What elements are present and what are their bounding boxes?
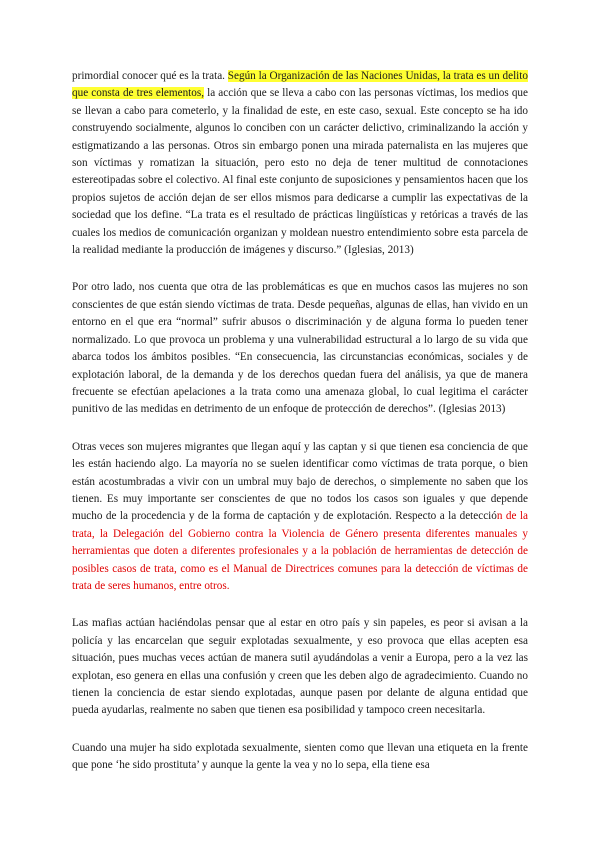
text-segment: Las mafias actúan haciéndolas pensar que al estar en otro país y sin papeles, es peor si avisan a la policía y las encarcelan que seguir explotadas sexualmente, y eso provoca que ellas acepten esa situación, pues muchas veces actúan de manera sutil ayudándolas a venir a Europa, pero a la vez las explotan, eso genera en ellas una confusión y creen que les deben algo de agradecimiento. Cuando no tienen la conciencia de estar siendo explotadas, aunque pasen por delante de alguna entidad que pueda ayudarlas, realmente no saben que tienen esa posibilidad y tampoco creen necesitarla.	[72, 617, 528, 717]
paragraph-1	[72, 68, 528, 259]
text-segment: la acción que se lleva a cabo con las personas víctimas, los medios que se llevan a cabo para cometerlo, y la finalidad de este, en este caso, sexual. Este concepto se ha ido construyendo socialmente, algunos lo conciben con un carácter delictivo, criminalizando la acción y estigmatizando a las personas. Otros sin embargo ponen una mirada paternalista en las mujeres que son víctimas y romatizan la situación, pero esto no deja de tener multitud de connotaciones estereotipadas sobre el colectivo. Al final este conjunto de suposiciones y pensamientos hacen que los propios sujetos de acción dejan de ser ellos mismos para dedicarse a cumplir las expectativas de la sociedad que los define. “La trata es el resultado de prácticas lingüísticas y retóricas a través de las cuales los medios de comunicación organizan y moldean nuestro entendimiento sobre esta parcela de la realidad mediante la producción de imágenes y discurso.” (Iglesias, 2013)	[72, 87, 528, 257]
highlighted-text: Según la Organización de las Naciones Unidas, la trata es un delito que consta de tres elementos,	[72, 70, 528, 100]
text-segment: primordial conocer qué es la trata.	[72, 70, 228, 82]
text-segment: Otras veces son mujeres migrantes que llegan aquí y las captan y si que tienen esa conciencia de que les están haciendo algo. La mayoría no se suelen identificar como víctimas de trata porque, o bien están acostumbradas a vivir con un umbral muy bajo de derechos, o simplemente no saben que los tienen. Es muy importante ser conscientes de que no todos los casos son iguales y que depende mucho de la procedencia y de la forma de captación y de explotación. Respecto a la detecció	[72, 440, 528, 523]
paragraph-3	[72, 439, 528, 596]
paragraph-5	[72, 740, 528, 775]
paragraph-2	[72, 279, 528, 418]
text-segment: Por otro lado, nos cuenta que otra de las problemáticas es que en muchos casos las mujeres no son conscientes de que están siendo víctimas de trata. Desde pequeñas, algunas de ellas, han vivido en un entorno en el que era “normal” sufrir abusos o discriminación y de alguna forma lo pueden tener normalizado. Lo que provoca un problema y una vulnerabilidad estructural a lo largo de su vida que abarca todos los ámbitos posibles. “En consecuencia, las circunstancias económicas, sociales y de explotación laboral, de la demanda y de los derechos quedan fuera del análisis, ya que de manera frecuente se efectúan apelaciones a la trata como una amenaza global, lo cual legitima el carácter punitivo de las medidas en detrimento de un enfoque de protección de derechos”. (Iglesias 2013)	[72, 281, 528, 416]
text-segment: Cuando una mujer ha sido explotada sexualmente, sienten como que llevan una etiqueta en la frente que pone ‘he sido prostituta’ y aunque la gente la vea y no lo sepa, ella tiene esa	[72, 741, 528, 772]
red-text: n de la trata, la Delegación del Gobierno contra la Violencia de Género presenta diferentes manuales y herramientas que doten a diferentes profesionales y a la población de herramientas de detección de posibles casos de trata, como es el Manual de Directrices comunes para la detección de víctimas de trata de seres humanos, entre otros.	[72, 510, 528, 592]
paragraph-4	[72, 615, 528, 719]
